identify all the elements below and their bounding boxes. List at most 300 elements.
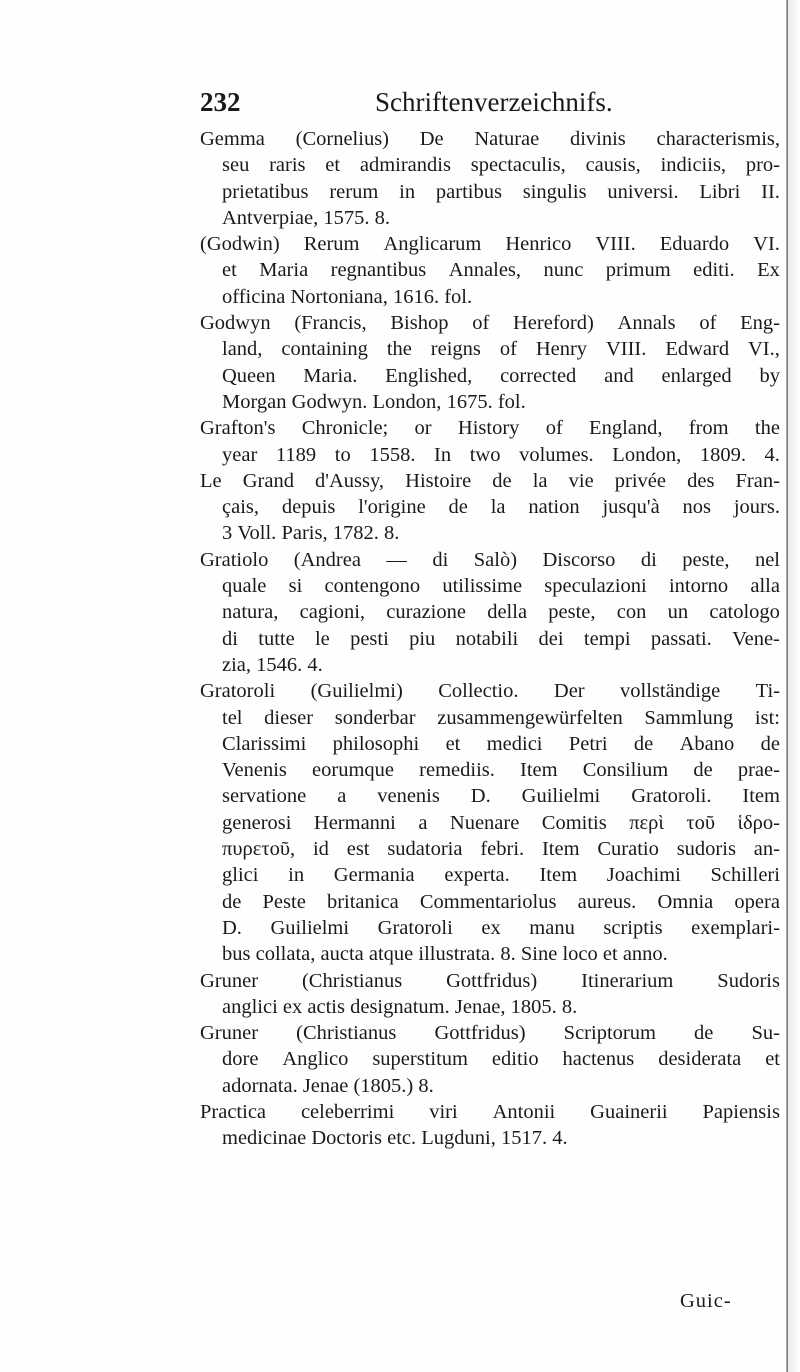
- line-word: (1805.): [353, 1074, 419, 1097]
- line-word: opera: [734, 890, 780, 913]
- line-word: glici: [222, 864, 259, 887]
- line-word: la: [490, 496, 506, 519]
- line-word: 1189: [275, 443, 317, 466]
- line-word: Lugduni,: [421, 1127, 501, 1150]
- line-word: of: [499, 338, 517, 361]
- line-word: Gratoroli: [200, 680, 276, 703]
- line-word: de: [448, 496, 468, 519]
- line-word: Gratoroli: [377, 916, 453, 939]
- line-word: admirandis: [359, 154, 451, 177]
- line-word: Chronicle;: [301, 417, 389, 440]
- line-word: passati.: [650, 627, 712, 650]
- line-word: designatum.: [350, 995, 455, 1018]
- line-word: est: [346, 838, 370, 861]
- line-word: Item: [541, 838, 580, 861]
- line-word: atque: [368, 943, 419, 966]
- line-word: Naturae: [474, 128, 540, 150]
- line-word: remediis.: [419, 759, 495, 782]
- line-word: D.: [470, 785, 491, 808]
- line-word: Annals: [617, 312, 676, 335]
- entry-line: [200, 889, 780, 915]
- line-word: land,: [222, 338, 263, 361]
- line-word: Guilielmi: [521, 785, 601, 808]
- line-word: notabili: [455, 627, 519, 650]
- line-word: depuis: [281, 496, 336, 519]
- line-word: Guainerii: [590, 1100, 668, 1123]
- line-word: volumes.: [519, 443, 594, 466]
- line-word: 8.: [561, 995, 578, 1018]
- line-word: nation: [528, 496, 580, 519]
- line-word: Sine: [520, 943, 563, 966]
- line-word: 8.: [500, 943, 521, 966]
- line-word: Queen: [222, 364, 276, 387]
- line-word: la: [532, 469, 548, 492]
- line-word: et: [222, 259, 237, 282]
- line-word: Item: [742, 785, 780, 808]
- line-word: 1575.: [323, 206, 375, 229]
- line-word: Godwyn: [200, 312, 271, 335]
- line-word: nunc: [543, 259, 584, 282]
- entry-line: [200, 179, 780, 205]
- page-number: 232: [200, 87, 241, 117]
- line-word: VIII.: [595, 233, 636, 256]
- line-word: actis: [307, 995, 351, 1018]
- line-word: Maria: [259, 259, 309, 282]
- line-word: VIII.: [605, 338, 647, 361]
- line-word: 1675.: [446, 390, 498, 413]
- entry-line: [200, 126, 780, 152]
- line-word: 1616.: [392, 285, 445, 308]
- line-word: Jenae: [302, 1074, 354, 1097]
- line-word: Clarissimi: [222, 732, 307, 755]
- line-word: Morgan: [222, 390, 292, 413]
- line-word: pesti: [350, 627, 389, 650]
- line-word: the: [754, 417, 780, 440]
- line-word: scriptis: [603, 916, 663, 939]
- entry-line: [200, 757, 780, 783]
- line-word: Fran-: [735, 469, 780, 492]
- line-word: de: [693, 759, 713, 782]
- line-word: Hermanni: [313, 811, 396, 834]
- line-word: illustrata.: [418, 943, 501, 966]
- line-word: 1782.: [332, 522, 384, 545]
- line-word: 3: [222, 522, 238, 545]
- line-word: Item: [520, 759, 558, 782]
- line-word: viri: [429, 1100, 458, 1123]
- line-word: Maria.: [303, 364, 358, 387]
- line-word: of: [545, 417, 563, 440]
- line-word: Gruner: [200, 1022, 259, 1045]
- line-word: Anglico: [282, 1048, 349, 1071]
- line-word: partibus: [435, 180, 502, 203]
- line-word: Godwyn.: [291, 390, 373, 413]
- line-word: zusammengewürfelten: [437, 706, 623, 729]
- line-word: desiderata: [658, 1048, 742, 1071]
- line-word: dieser: [264, 706, 314, 729]
- line-word: reigns: [430, 338, 481, 361]
- line-word: in: [399, 180, 416, 203]
- line-word: Joachimi: [606, 864, 681, 887]
- line-word: (Guilielmi): [310, 680, 403, 703]
- line-word: 4.: [307, 653, 323, 676]
- line-word: Nuenare: [449, 811, 520, 834]
- line-word: 4.: [764, 443, 780, 466]
- line-word: indiciis,: [660, 154, 727, 177]
- line-word: et: [765, 1048, 780, 1071]
- line-word: officina: [222, 285, 291, 308]
- line-word: dore: [222, 1048, 259, 1071]
- line-word: con: [616, 601, 647, 624]
- entry-line: [200, 1046, 780, 1072]
- line-word: anglici: [222, 995, 283, 1018]
- line-word: dei: [538, 627, 564, 650]
- line-word: Itinerarium: [581, 969, 674, 992]
- line-word: medici: [486, 732, 543, 755]
- line-word: characterismis,: [656, 128, 780, 150]
- running-head: [200, 82, 760, 122]
- line-word: celeberrimi: [300, 1100, 395, 1123]
- entry-line: [200, 231, 780, 257]
- line-word: History: [457, 417, 520, 440]
- line-word: et: [445, 732, 461, 755]
- line-word: etc.: [387, 1127, 422, 1150]
- line-word: Salò): [473, 548, 518, 571]
- line-word: D.: [222, 916, 242, 939]
- bibliography-entries: [200, 126, 780, 1152]
- line-word: singulis: [522, 180, 587, 203]
- line-word: utilissime: [442, 575, 523, 598]
- line-word: l'origine: [358, 496, 426, 519]
- line-word: Discorso: [542, 548, 616, 571]
- line-word: Germania: [333, 864, 415, 887]
- entry-line: [200, 1125, 780, 1151]
- line-word: Eng-: [740, 312, 780, 335]
- entry-line: [200, 1020, 780, 1046]
- line-word: Gottfridus): [434, 1022, 526, 1045]
- line-word: containing: [281, 338, 368, 361]
- line-word: II.: [761, 180, 780, 203]
- line-word: Antonii: [492, 1100, 556, 1123]
- entry-line: [200, 494, 780, 520]
- line-word: exemplari-: [691, 916, 780, 939]
- entry-line: [200, 941, 780, 967]
- line-word: 1805.: [510, 995, 562, 1018]
- line-word: editi.: [693, 259, 735, 282]
- entry-line: [200, 731, 780, 757]
- line-word: superstitum: [372, 1048, 468, 1071]
- line-word: tel: [222, 706, 243, 729]
- line-word: London,: [372, 390, 447, 413]
- line-word: Edward: [665, 338, 730, 361]
- line-word: id: [312, 838, 329, 861]
- line-word: Gemma: [200, 128, 265, 150]
- line-word: Ti-: [755, 680, 780, 703]
- entry-line: [200, 915, 780, 941]
- line-word: to: [334, 443, 351, 466]
- line-word: medicinae: [222, 1127, 312, 1150]
- line-word: Item: [539, 864, 578, 887]
- page-edge-shadow: [788, 0, 800, 1372]
- line-word: Libri: [699, 180, 741, 203]
- line-word: febri.: [480, 838, 525, 861]
- line-word: a: [337, 785, 347, 808]
- line-word: Le: [200, 469, 222, 492]
- entry-line: [200, 520, 780, 546]
- line-word: Abano: [679, 732, 735, 755]
- line-word: In: [434, 443, 452, 466]
- entry-line: [200, 336, 780, 362]
- line-word: universi.: [607, 180, 679, 203]
- line-word: Eduardo: [659, 233, 730, 256]
- line-word: nos: [682, 496, 712, 519]
- line-word: Rerum: [303, 233, 360, 256]
- line-word: çais,: [222, 496, 259, 519]
- line-word: piu: [409, 627, 436, 650]
- line-word: eorumque: [312, 759, 395, 782]
- entry-line: [200, 389, 780, 415]
- line-word: (Andrea: [293, 548, 361, 571]
- entry-line: [200, 363, 780, 389]
- line-word: Gottfridus): [446, 969, 538, 992]
- entry-line: [200, 705, 780, 731]
- line-word: manu: [529, 916, 575, 939]
- line-word: (Christianus: [301, 969, 403, 992]
- line-word: tutte: [258, 627, 295, 650]
- line-word: cagioni,: [299, 601, 366, 624]
- entry-line: [200, 284, 780, 310]
- line-word: Gratoroli.: [631, 785, 712, 808]
- line-word: intorno: [668, 575, 729, 598]
- line-word: Sammlung: [644, 706, 734, 729]
- entry-line: [200, 1099, 780, 1125]
- line-word: Papiensis: [702, 1100, 780, 1123]
- line-word: or: [414, 417, 432, 440]
- line-word: two: [469, 443, 501, 466]
- line-word: servatione: [222, 785, 307, 808]
- line-word: hactenus: [562, 1048, 635, 1071]
- entry-line: [200, 310, 780, 336]
- line-word: generosi: [222, 811, 292, 834]
- line-word: Hereford): [512, 312, 594, 335]
- line-word: Comitis: [541, 811, 607, 834]
- line-word: —: [386, 548, 407, 571]
- running-head-title: Schriftenverzeichnifs.: [375, 87, 613, 117]
- line-word: London,: [612, 443, 682, 466]
- line-word: spectaculis,: [470, 154, 566, 177]
- line-word: catologo: [709, 601, 780, 624]
- line-word: alla: [750, 575, 780, 598]
- entry-line: [200, 810, 780, 836]
- line-word: de: [760, 732, 780, 755]
- line-word: a: [418, 811, 428, 834]
- line-word: regnantibus: [330, 259, 427, 282]
- line-word: of: [472, 312, 490, 335]
- line-word: Practica: [200, 1100, 267, 1123]
- line-word: fol.: [497, 390, 526, 413]
- line-word: (Cornelius): [295, 128, 389, 150]
- line-word: divinis: [569, 128, 626, 150]
- line-word: VI.,: [748, 338, 780, 361]
- line-word: di: [222, 627, 238, 650]
- line-word: Vene-: [732, 627, 780, 650]
- entry-line: [200, 257, 780, 283]
- line-word: le: [314, 627, 330, 650]
- line-word: pro-: [745, 154, 780, 177]
- line-word: Antverpiae,: [222, 206, 324, 229]
- line-word: year: [222, 443, 258, 466]
- line-word: Anglicarum: [383, 233, 482, 256]
- line-word: and: [604, 364, 634, 387]
- line-word: Sudoris: [717, 969, 780, 992]
- line-word: by: [759, 364, 780, 387]
- line-word: Voll.: [237, 522, 282, 545]
- line-word: venenis: [377, 785, 440, 808]
- line-word: sonderbar: [334, 706, 416, 729]
- line-word: de: [633, 732, 654, 755]
- line-word: Scriptorum: [563, 1022, 656, 1045]
- line-word: Englished,: [385, 364, 473, 387]
- line-word: speculazioni: [544, 575, 647, 598]
- line-word: 1517.: [500, 1127, 553, 1150]
- line-word: des: [687, 469, 715, 492]
- line-word: privée: [614, 469, 666, 492]
- line-word: Henrico: [505, 233, 572, 256]
- line-word: editio: [491, 1048, 539, 1071]
- line-word: Jenae,: [454, 995, 511, 1018]
- entry-line: [200, 152, 780, 178]
- line-word: Ex: [757, 259, 780, 282]
- line-word: si: [288, 575, 303, 598]
- line-word: the: [386, 338, 412, 361]
- line-word: Peste: [262, 890, 306, 913]
- line-word: Annales,: [448, 259, 522, 282]
- line-word: collata,: [255, 943, 321, 966]
- line-word: VI.: [753, 233, 780, 256]
- line-word: nel: [754, 548, 780, 571]
- line-word: peste,: [682, 548, 730, 571]
- line-word: an-: [753, 838, 780, 861]
- line-word: ἱδρο-: [737, 811, 780, 834]
- line-word: Der: [553, 680, 585, 703]
- line-word: peste,: [548, 601, 596, 624]
- entry-line: [200, 862, 780, 888]
- line-word: et: [602, 943, 623, 966]
- entry-line: [200, 415, 780, 441]
- entry-line: [200, 1073, 780, 1099]
- line-word: Gratiolo: [200, 548, 269, 571]
- entry-line: [200, 626, 780, 652]
- entry-line: [200, 968, 780, 994]
- line-word: Commentariolus: [419, 890, 557, 913]
- entry-line: [200, 468, 780, 494]
- line-word: aureus.: [577, 890, 637, 913]
- line-word: un: [667, 601, 689, 624]
- line-word: di: [640, 548, 657, 571]
- line-word: natura,: [222, 601, 279, 624]
- line-word: Grand: [242, 469, 294, 492]
- line-word: et: [325, 154, 341, 177]
- line-word: Gruner: [200, 969, 259, 992]
- entry-line: [200, 783, 780, 809]
- line-word: ex: [481, 916, 501, 939]
- line-word: causis,: [585, 154, 641, 177]
- entry-line: [200, 652, 780, 678]
- line-word: England,: [589, 417, 663, 440]
- line-word: anno.: [622, 943, 668, 966]
- line-word: τοῦ: [686, 811, 715, 834]
- line-word: corrected: [500, 364, 577, 387]
- line-word: (Godwin): [200, 233, 280, 256]
- line-word: curazione: [386, 601, 466, 624]
- catchword: Guic-: [680, 1290, 732, 1312]
- line-word: Histoire: [405, 469, 472, 492]
- line-word: 4.: [552, 1127, 568, 1150]
- line-word: raris: [269, 154, 306, 177]
- line-word: 1809.: [699, 443, 746, 466]
- line-word: of: [699, 312, 717, 335]
- line-word: Nortoniana,: [290, 285, 393, 308]
- line-word: Curatio: [597, 838, 659, 861]
- entry-line: [200, 678, 780, 704]
- line-word: rerum: [329, 180, 379, 203]
- line-word: Su-: [751, 1022, 780, 1045]
- line-word: sudatoria: [387, 838, 463, 861]
- line-word: ex: [282, 995, 308, 1018]
- line-word: de: [492, 469, 512, 492]
- line-word: Collectio.: [438, 680, 519, 703]
- line-word: (Francis,: [294, 312, 367, 335]
- line-word: vollständige: [620, 680, 721, 703]
- entry-line: [200, 836, 780, 862]
- line-word: Paris,: [281, 522, 333, 545]
- line-word: 1558.: [369, 443, 416, 466]
- line-word: philosophi: [332, 732, 420, 755]
- entry-line: [200, 547, 780, 573]
- line-word: experta.: [444, 864, 510, 887]
- line-word: 8.: [374, 206, 390, 229]
- line-word: Doctoris: [311, 1127, 388, 1150]
- line-word: Consilium: [582, 759, 669, 782]
- line-word: aucta: [320, 943, 369, 966]
- line-word: De: [419, 128, 444, 150]
- line-word: della: [487, 601, 528, 624]
- line-word: de: [222, 890, 242, 913]
- line-word: 8.: [383, 522, 400, 545]
- line-word: from: [688, 417, 729, 440]
- line-word: Guilielmi: [270, 916, 350, 939]
- line-word: zia,: [222, 653, 257, 676]
- line-word: 8.: [418, 1074, 434, 1097]
- line-word: contengono: [324, 575, 421, 598]
- line-word: 1546.: [256, 653, 308, 676]
- page-edge-line: [786, 0, 788, 1372]
- line-word: d'Aussy,: [315, 469, 385, 492]
- line-word: de: [694, 1022, 714, 1045]
- line-word: Henry: [535, 338, 588, 361]
- line-word: (Christianus: [296, 1022, 397, 1045]
- line-word: quale: [222, 575, 267, 598]
- entry-line: [200, 994, 780, 1020]
- line-word: tempi: [583, 627, 631, 650]
- line-word: vie: [568, 469, 594, 492]
- entry-line: [200, 599, 780, 625]
- line-word: britanica: [326, 890, 399, 913]
- line-word: sudoris: [676, 838, 736, 861]
- entry-line: [200, 205, 780, 231]
- line-word: jours.: [733, 496, 780, 519]
- line-word: Omnia: [657, 890, 714, 913]
- line-word: loco: [562, 943, 603, 966]
